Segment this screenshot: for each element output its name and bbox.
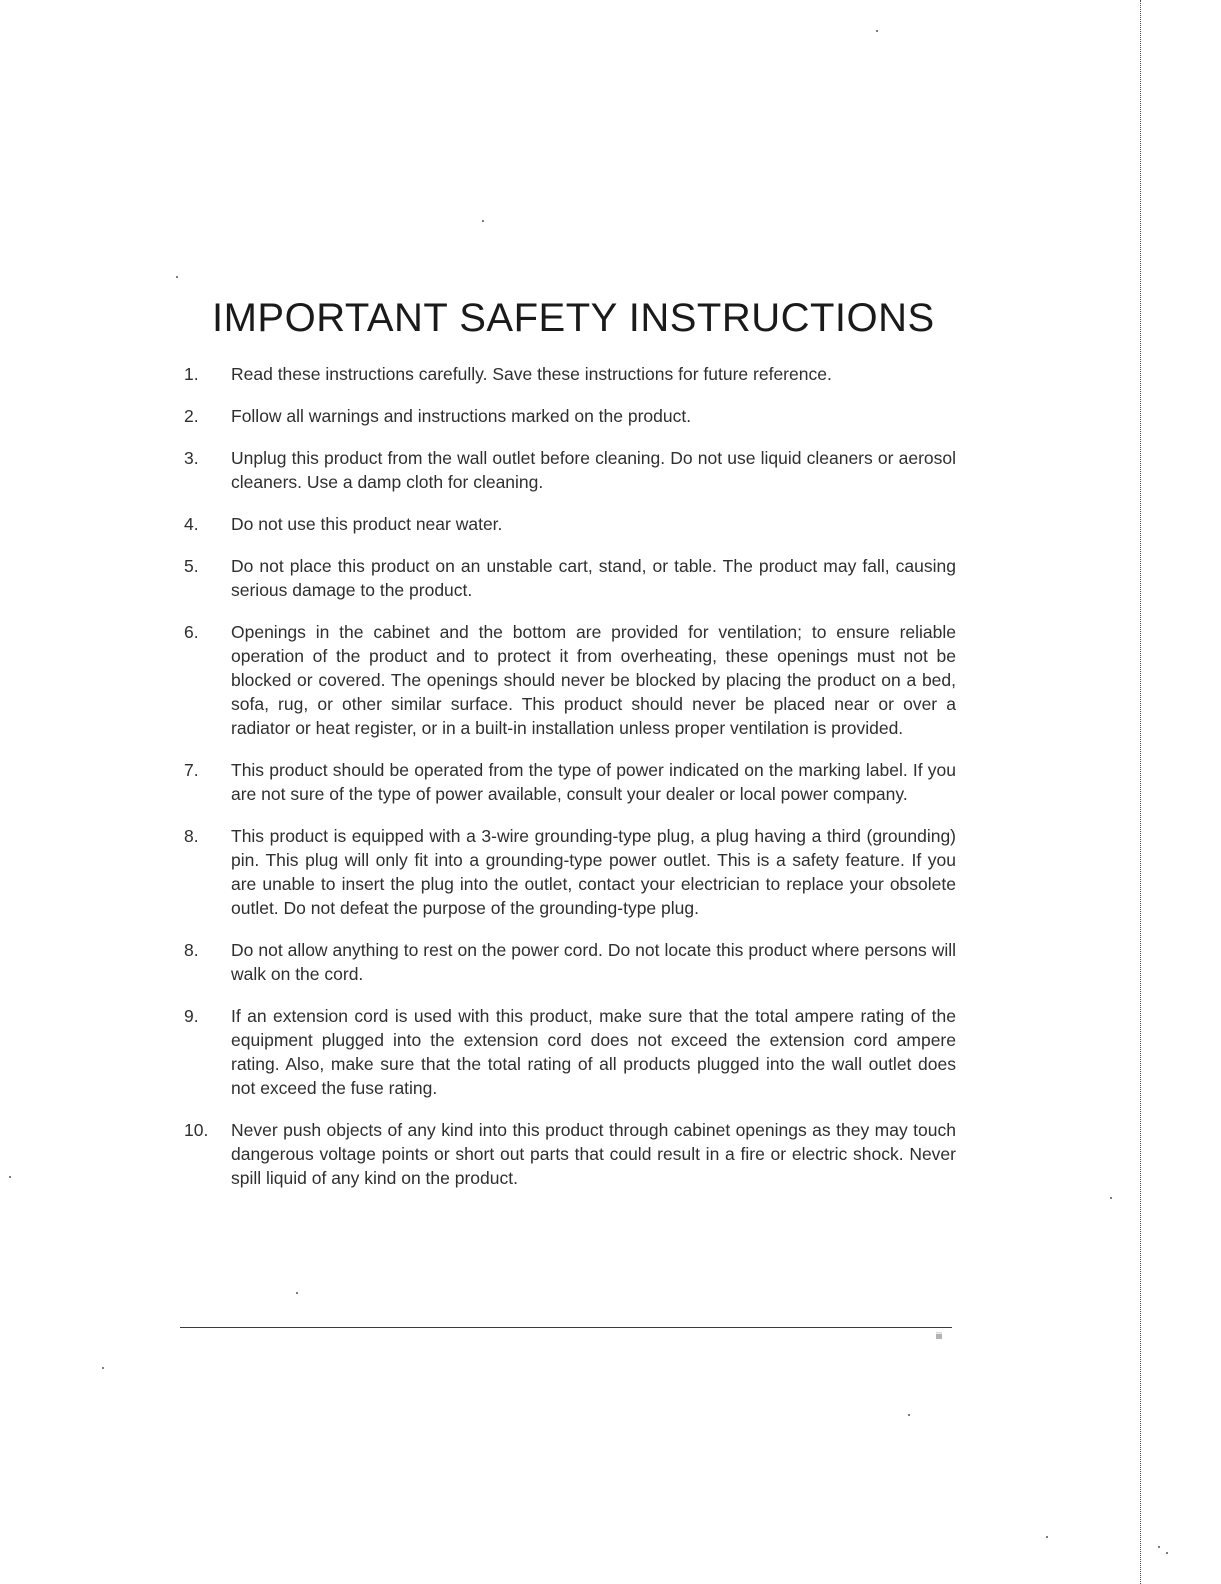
list-item bbox=[184, 938, 956, 986]
item-text: Do not place this product on an unstable cart, stand, or table. The product may fall, causing serious damage to the product. bbox=[231, 556, 956, 600]
list-item bbox=[184, 404, 956, 428]
item-number: 10. bbox=[184, 1120, 209, 1140]
item-number: 4. bbox=[184, 514, 199, 534]
list-item bbox=[184, 620, 956, 740]
list-item bbox=[184, 1118, 956, 1190]
item-number: 1. bbox=[184, 364, 199, 384]
item-text: Do not allow anything to rest on the power cord. Do not locate this product where persons will walk on the cord. bbox=[231, 940, 956, 984]
scan-speck bbox=[102, 1367, 104, 1369]
list-item bbox=[184, 446, 956, 494]
scan-speck bbox=[296, 1292, 298, 1294]
list-item bbox=[184, 824, 956, 920]
scan-speck bbox=[1046, 1536, 1048, 1538]
list-item bbox=[184, 1004, 956, 1100]
item-text: If an extension cord is used with this product, make sure that the total ampere rating of the equipment plugged into the extension cord does not exceed the extension cord ampere rating. Also, make sure that the total rating of all products plugged into the wall outlet does not exceed the fuse rating. bbox=[231, 1006, 956, 1098]
item-text: Follow all warnings and instructions marked on the product. bbox=[231, 406, 692, 426]
item-number: 5. bbox=[184, 556, 199, 576]
item-number: 3. bbox=[184, 448, 199, 468]
item-number: 8. bbox=[184, 826, 199, 846]
list-item bbox=[184, 758, 956, 806]
item-number: 2. bbox=[184, 406, 199, 426]
page-title: IMPORTANT SAFETY INSTRUCTIONS bbox=[212, 296, 935, 340]
item-number: 6. bbox=[184, 622, 199, 642]
list-item bbox=[184, 512, 956, 536]
item-number: 9. bbox=[184, 1006, 199, 1026]
item-number: 7. bbox=[184, 760, 199, 780]
item-text: Read these instructions carefully. Save these instructions for future reference. bbox=[231, 364, 832, 384]
scan-speck bbox=[876, 30, 878, 32]
item-text: Do not use this product near water. bbox=[231, 514, 503, 534]
item-text: This product should be operated from the type of power indicated on the marking label. If you are not sure of the type of power available, consult your dealer or local power company. bbox=[231, 760, 956, 804]
safety-instructions-list bbox=[184, 362, 956, 1190]
scan-speck bbox=[176, 276, 178, 278]
page-number: iii bbox=[936, 1331, 942, 1341]
item-text: Openings in the cabinet and the bottom are provided for ventilation; to ensure reliable operation of the product and to protect it from overheating, these openings must not be blocked or covered. The openings should never be blocked by placing the product on a bed, sofa, rug, or other similar surface. This product should never be placed near or over a radiator or heat register, or in a built-in installation unless proper ventilation is provided. bbox=[231, 622, 956, 738]
scan-edge-line bbox=[1140, 0, 1141, 1584]
scan-speck bbox=[1158, 1546, 1160, 1548]
footer-divider bbox=[180, 1327, 952, 1328]
item-number: 8. bbox=[184, 940, 199, 960]
item-text: Unplug this product from the wall outlet before cleaning. Do not use liquid cleaners or aerosol cleaners. Use a damp cloth for cleaning. bbox=[231, 448, 956, 492]
scan-speck bbox=[9, 1176, 11, 1178]
scan-speck bbox=[482, 220, 484, 222]
scan-speck bbox=[1166, 1552, 1168, 1554]
scan-speck bbox=[1110, 1197, 1112, 1199]
list-item bbox=[184, 362, 956, 386]
item-text: Never push objects of any kind into this product through cabinet openings as they may touch dangerous voltage points or short out parts that could result in a fire or electric shock. Never spill liquid of any kind on the product. bbox=[231, 1120, 956, 1188]
item-text: This product is equipped with a 3-wire grounding-type plug, a plug having a third (grounding) pin. This plug will only fit into a grounding-type power outlet. This is a safety feature. If you are unable to insert the plug into the outlet, contact your electrician to replace your obsolete outlet. Do not defeat the purpose of the grounding-type plug. bbox=[231, 826, 956, 918]
list-item bbox=[184, 554, 956, 602]
scan-speck bbox=[908, 1414, 910, 1416]
